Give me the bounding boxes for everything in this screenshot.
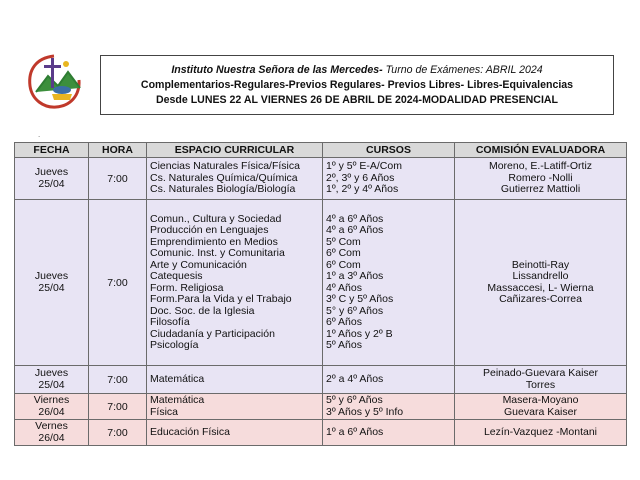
cell-espacio-line: Educación Física bbox=[150, 425, 230, 438]
cell-comision-line: Lissandrello bbox=[512, 270, 569, 282]
cell-comision-line: Beinotti-Ray bbox=[511, 258, 570, 271]
cell-fecha-line: Vernes bbox=[35, 420, 68, 432]
column-header-cursos: CURSOS bbox=[323, 143, 455, 158]
cell-cursos-line: 1º y 5º E-A/Com bbox=[326, 160, 402, 173]
cell-cursos-line: 6º Com bbox=[326, 258, 361, 271]
cell-cursos-line: 3º C y 5º Años bbox=[326, 293, 394, 305]
cell-cursos-line: 6º Com bbox=[326, 247, 361, 259]
exam-turn: Turno de Exámenes: ABRIL 2024 bbox=[385, 63, 543, 76]
cell-espacio-line: Emprendimiento en Medios bbox=[150, 235, 278, 248]
cell-cursos bbox=[323, 420, 455, 446]
cell-fecha-line: 26/04 bbox=[38, 431, 65, 444]
table-row bbox=[15, 394, 627, 420]
cell-hora: 7:00 bbox=[89, 200, 147, 366]
cell-espacio-line: Física bbox=[150, 405, 179, 418]
table-row bbox=[15, 200, 627, 366]
cell-hora: 7:00 bbox=[89, 158, 147, 200]
cell-fecha bbox=[15, 394, 89, 420]
cell-cursos bbox=[323, 200, 455, 366]
cell-fecha bbox=[15, 158, 89, 200]
cell-espacio-line: Ciudadanía y Participación bbox=[150, 327, 275, 340]
cell-comision-line: Torres bbox=[525, 378, 556, 391]
cell-comision-line: Romero -Nolli bbox=[508, 171, 573, 184]
cell-espacio-line: Form.Para la Vida y el Trabajo bbox=[150, 293, 292, 305]
cell-cursos-line: 2º a 4º Años bbox=[326, 372, 384, 385]
cell-cursos-line: 5° y 6º Años bbox=[326, 304, 384, 317]
cell-cursos-line: 1º, 2º y 4º Años bbox=[326, 183, 399, 196]
cell-fecha bbox=[15, 200, 89, 366]
cell-espacio-line: Comun., Cultura y Sociedad bbox=[150, 212, 282, 225]
cell-comision-line: Masera-Moyano bbox=[502, 394, 579, 406]
cell-comision-line: Guevara Kaiser bbox=[504, 405, 577, 418]
stray-mark: . bbox=[38, 130, 41, 139]
cell-fecha-line: Jueves bbox=[34, 367, 69, 379]
cell-espacio-line: Producción en Lenguajes bbox=[150, 224, 269, 236]
cell-cursos-line: 1º Años y 2º B bbox=[326, 327, 393, 340]
table-row bbox=[15, 420, 627, 446]
header-box bbox=[100, 55, 614, 115]
cell-fecha-line: 26/04 bbox=[38, 405, 65, 418]
cell-espacio-line: Form. Religiosa bbox=[150, 281, 224, 294]
header-line-3: Desde LUNES 22 AL VIERNES 26 DE ABRIL DE 2024-MODALIDAD PRESENCIAL bbox=[155, 93, 559, 106]
cell-comision bbox=[455, 394, 627, 420]
header-line-1 bbox=[171, 63, 542, 78]
column-header-comision: COMISIÓN EVALUADORA bbox=[455, 143, 627, 158]
cell-espacio-line: Comunic. Inst. y Comunitaria bbox=[150, 247, 285, 259]
cell-comision-line: Peinado-Guevara Kaiser bbox=[483, 367, 598, 379]
column-header-espacio: ESPACIO CURRICULAR bbox=[147, 143, 323, 158]
cell-cursos-line: 1º a 6º Años bbox=[326, 425, 384, 438]
cell-cursos-line: 4º Años bbox=[326, 281, 362, 294]
cell-hora: 7:00 bbox=[89, 420, 147, 446]
cell-cursos-line: 5º Años bbox=[326, 339, 362, 351]
cell-comision bbox=[455, 158, 627, 200]
cell-cursos-line: 1º a 3º Años bbox=[326, 270, 384, 282]
cell-espacio-line: Catequesis bbox=[150, 270, 203, 282]
cell-fecha bbox=[15, 366, 89, 394]
cell-comision bbox=[455, 420, 627, 446]
cell-cursos-line: 5º y 6º Años bbox=[326, 394, 383, 406]
cell-cursos bbox=[323, 394, 455, 420]
cell-cursos-line: 5º Com bbox=[326, 235, 361, 248]
cell-espacio-line: Doc. Soc. de la Iglesia bbox=[150, 304, 255, 317]
cell-espacio-line: Cs. Naturales Biología/Biología bbox=[150, 183, 296, 196]
cell-espacio-line: Psicología bbox=[150, 339, 199, 351]
institution-name: Instituto Nuestra Señora de las Mercedes- bbox=[171, 63, 383, 76]
cell-espacio-line: Matemática bbox=[150, 372, 205, 385]
cell-espacio bbox=[147, 420, 323, 446]
cell-cursos bbox=[323, 158, 455, 200]
cell-fecha-line: Viernes bbox=[33, 394, 70, 406]
cell-espacio bbox=[147, 366, 323, 394]
cell-fecha-line: Jueves bbox=[34, 270, 69, 282]
cell-espacio-line: Filosofía bbox=[150, 316, 190, 328]
cell-cursos bbox=[323, 366, 455, 394]
cell-comision-line: Gutierrez Mattioli bbox=[500, 183, 581, 196]
cell-cursos-line: 3º Años y 5º Info bbox=[326, 405, 404, 418]
cell-hora: 7:00 bbox=[89, 394, 147, 420]
cell-espacio-line: Matemática bbox=[150, 394, 205, 406]
school-logo-icon bbox=[22, 52, 86, 110]
table-row bbox=[15, 158, 627, 200]
cell-fecha-line: 25/04 bbox=[38, 281, 65, 294]
header-line-2: Complementarios-Regulares-Previos Regulares- Previos Libres- Libres-Equivalencias bbox=[140, 78, 574, 91]
cell-cursos-line: 4º a 6º Años bbox=[326, 224, 384, 236]
cell-fecha-line: 25/04 bbox=[38, 177, 65, 190]
cell-comision-line: Moreno, E.-Latiff-Ortiz bbox=[488, 160, 593, 173]
cell-comision-line: Lezín-Vazquez -Montani bbox=[483, 425, 598, 438]
cell-espacio bbox=[147, 200, 323, 366]
cell-hora: 7:00 bbox=[89, 366, 147, 394]
cell-cursos-line: 6º Años bbox=[326, 316, 362, 328]
cell-fecha-line: 25/04 bbox=[38, 378, 65, 391]
cell-fecha-line: Jueves bbox=[34, 166, 69, 178]
cell-comision-line: Cañizares-Correa bbox=[499, 293, 582, 305]
cell-comision-line: Massaccesi, L- Wierna bbox=[487, 281, 594, 294]
cell-espacio bbox=[147, 394, 323, 420]
table-row bbox=[15, 366, 627, 394]
cell-cursos-line: 2º, 3º y 6 Años bbox=[326, 171, 395, 184]
cell-espacio-line: Cs. Naturales Química/Química bbox=[150, 171, 298, 184]
column-header-fecha: FECHA bbox=[15, 143, 89, 158]
cell-comision bbox=[455, 366, 627, 394]
cell-cursos-line: 4º a 6º Años bbox=[326, 212, 384, 225]
cell-espacio bbox=[147, 158, 323, 200]
cell-fecha bbox=[15, 420, 89, 446]
cell-espacio-line: Ciencias Naturales Física/Física bbox=[150, 160, 300, 173]
column-header-hora: HORA bbox=[89, 143, 147, 158]
table-header-row bbox=[15, 143, 627, 158]
cell-comision bbox=[455, 200, 627, 366]
exam-schedule-table bbox=[14, 142, 627, 446]
cell-espacio-line: Arte y Comunicación bbox=[150, 258, 247, 271]
